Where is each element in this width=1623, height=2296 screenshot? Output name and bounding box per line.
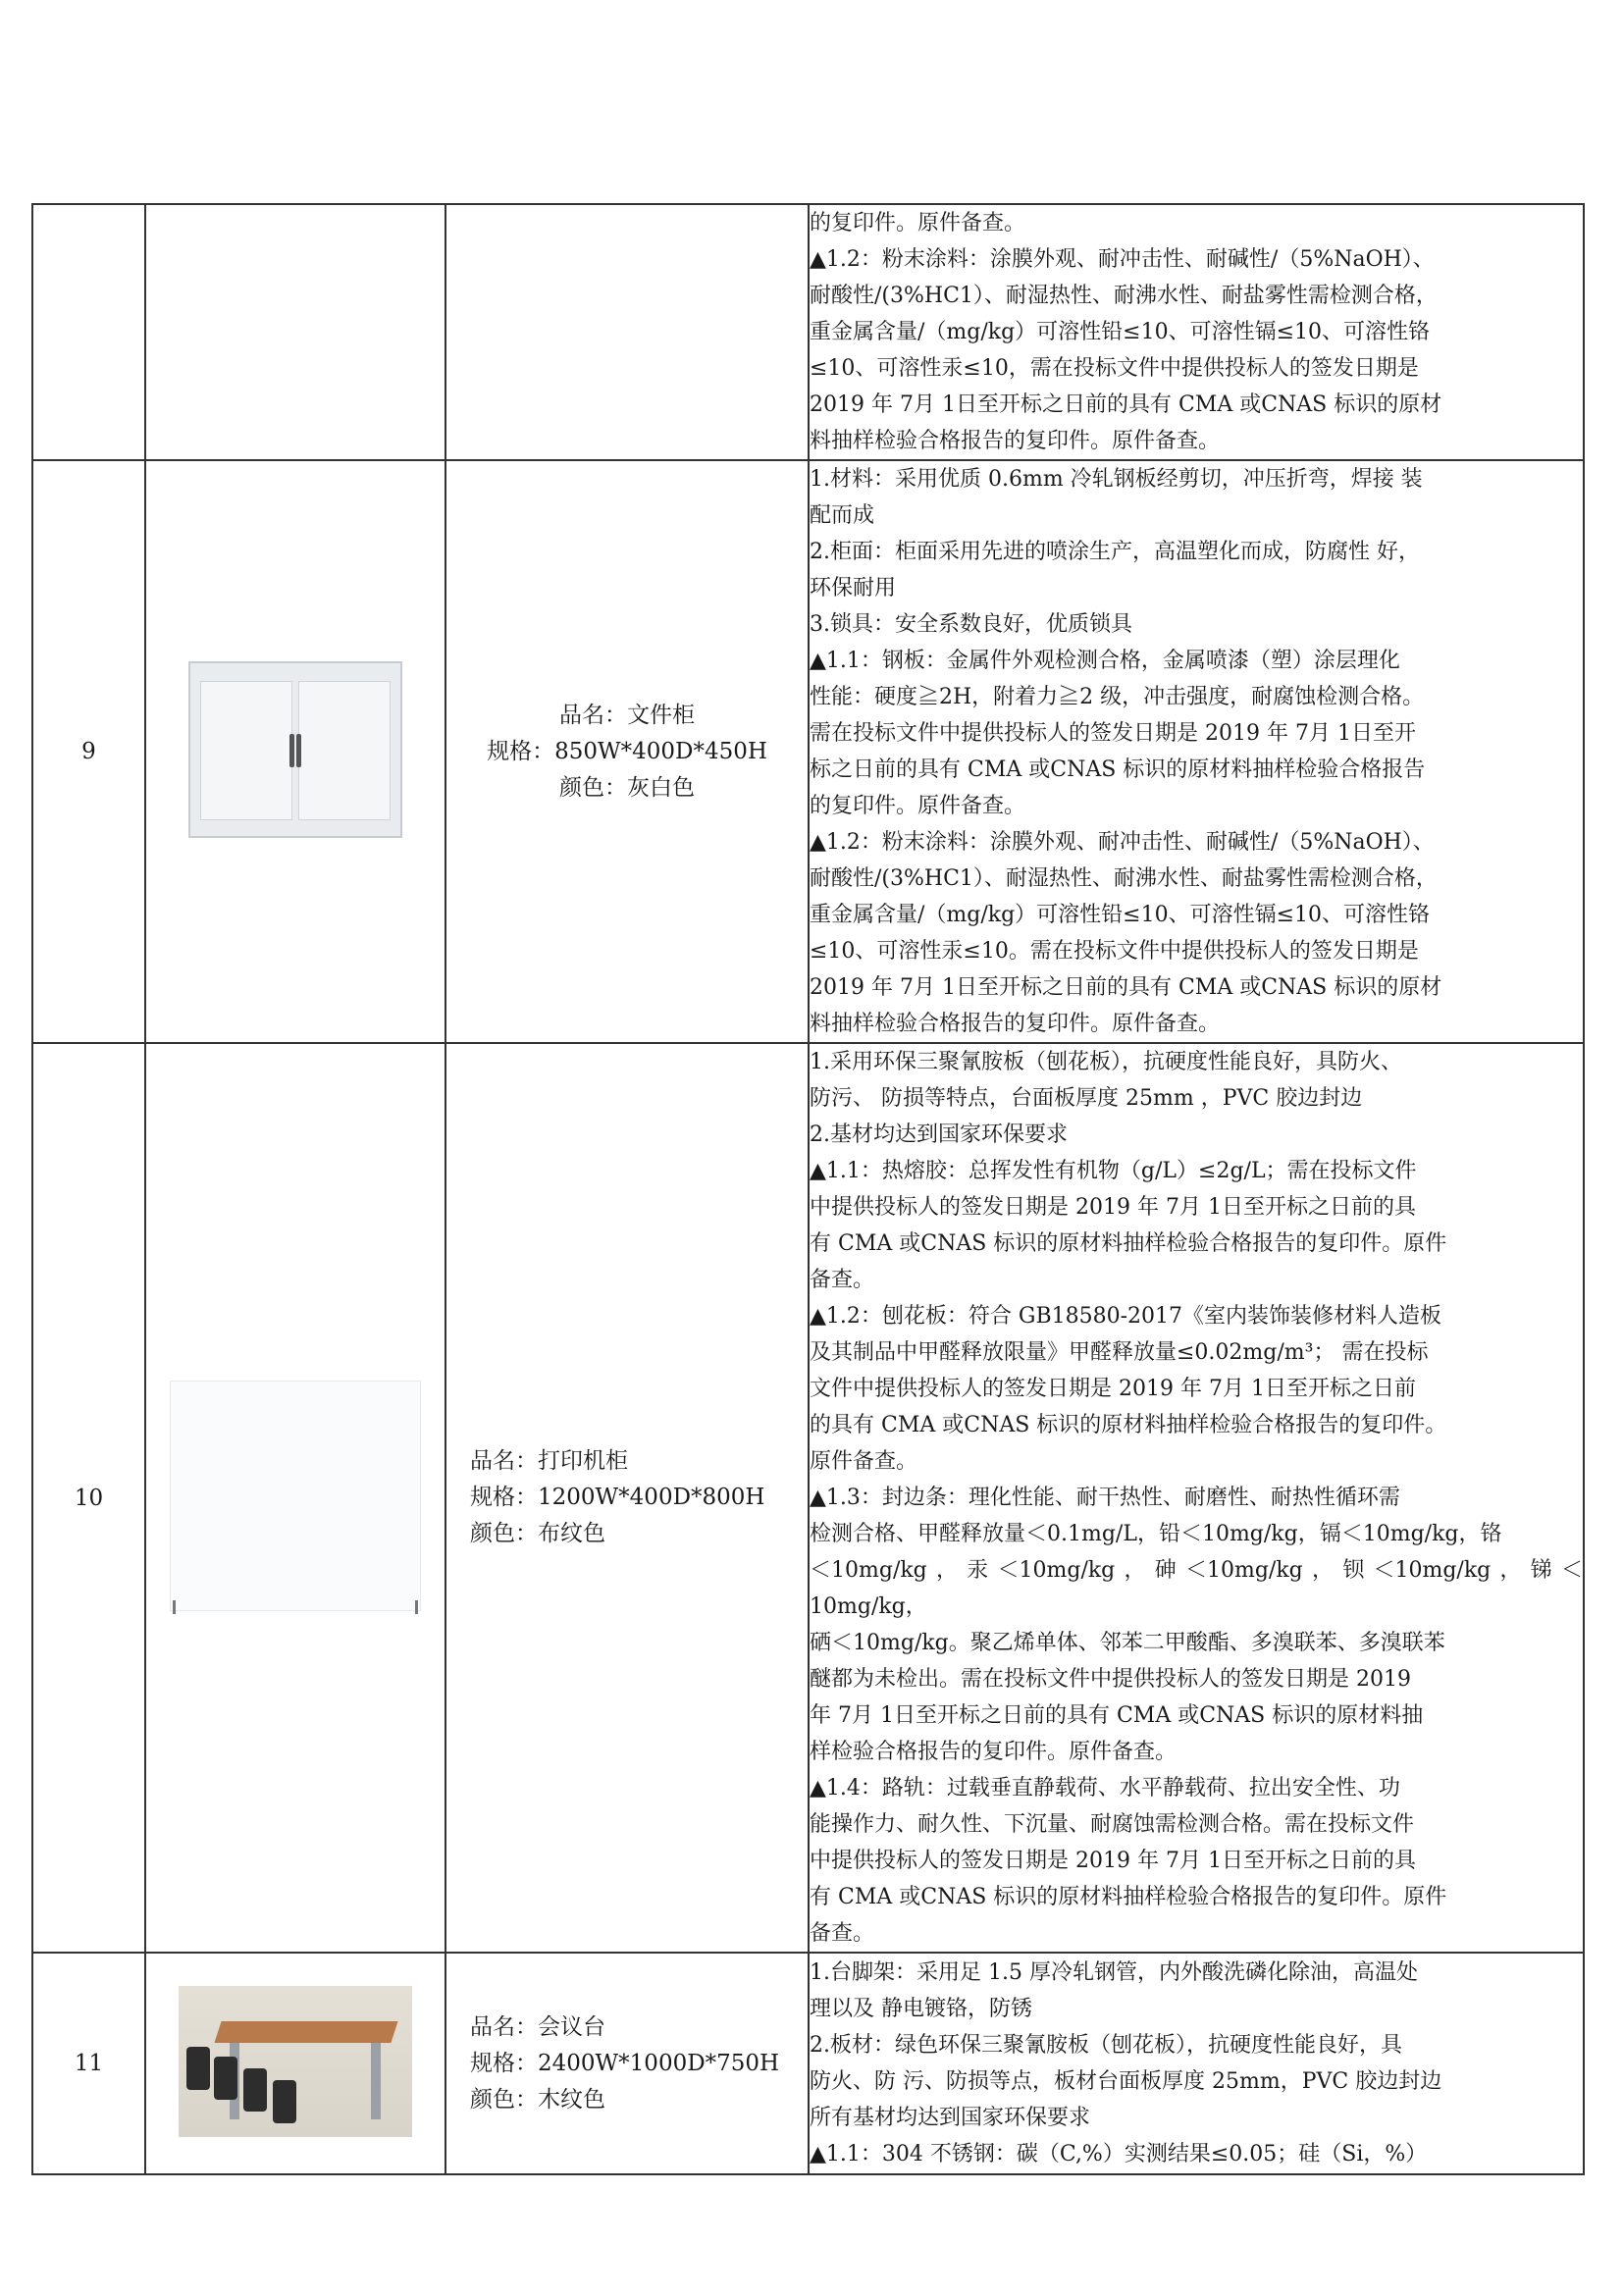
desc-line: 耐酸性/(3%HC1）、耐湿热性、耐沸水性、耐盐雾性需检测合格， <box>810 284 1438 308</box>
row-number: 10 <box>32 1043 145 1953</box>
table-row <box>32 1953 1584 2174</box>
desc-line: 及其制品中甲醛释放限量》甲醛释放量≤0.02mg/m³； 需在投标 <box>810 1340 1429 1365</box>
desc-line: 重金属含量/（mg/kg）可溶性铅≤10、可溶性镉≤10、可溶性铬 <box>810 903 1431 927</box>
desc-line: 料抽样检验合格报告的复印件。原件备查。 <box>810 429 1221 453</box>
product-color: 颜色：布纹色 <box>470 1521 605 1546</box>
desc-line: ≤10、可溶性汞≤10，需在投标文件中提供投标人的签发日期是 <box>810 356 1419 381</box>
desc-line: ▲1.4：路轨：过载垂直静载荷、水平静载荷、拉出安全性、功 <box>810 1776 1400 1800</box>
description-cell <box>809 1953 1584 2174</box>
file-cabinet-photo-icon <box>188 661 402 838</box>
product-name: 品名：文件柜 <box>559 702 695 728</box>
description-cell <box>809 204 1584 460</box>
product-color: 颜色：灰白色 <box>559 774 695 801</box>
row-number: 9 <box>32 460 145 1043</box>
image-cell <box>145 204 445 460</box>
name-cell <box>445 460 809 1043</box>
table-row <box>32 1043 1584 1953</box>
product-spec: 规格：850W*400D*450H <box>487 738 767 764</box>
image-cell <box>145 1953 445 2174</box>
desc-line: 中提供投标人的签发日期是 2019 年 7月 1日至开标之日前的具 <box>810 1849 1416 1873</box>
desc-line: 2.基材均达到国家环保要求 <box>810 1122 1068 1147</box>
desc-line: ▲1.2：粉末涂料：涂膜外观、耐冲击性、耐碱性/（5%NaOH）、 <box>810 247 1435 272</box>
desc-line: ▲1.2：刨花板：符合 GB18580-2017《室内装饰装修材料人造板 <box>810 1304 1442 1329</box>
desc-line: 中提供投标人的签发日期是 2019 年 7月 1日至开标之日前的具 <box>810 1195 1416 1220</box>
desc-line: 2019 年 7月 1日至开标之日前的具有 CMA 或CNAS 标识的原材 <box>810 392 1442 417</box>
product-name: 品名：打印机柜 <box>470 1448 628 1474</box>
desc-line: 的复印件。原件备查。 <box>810 211 1026 235</box>
desc-line: 环保耐用 <box>810 576 897 600</box>
desc-line: 的具有 CMA 或CNAS 标识的原材料抽样检验合格报告的复印件。 <box>810 1413 1447 1437</box>
row-number: 11 <box>32 1953 145 2174</box>
desc-line: 文件中提供投标人的签发日期是 2019 年 7月 1日至开标之日前 <box>810 1377 1416 1401</box>
desc-line: ▲1.1：钢板：金属件外观检测合格，金属喷漆（塑）涂层理化 <box>810 649 1400 673</box>
desc-line: ＜10mg/kg，汞＜10mg/kg，砷＜10mg/kg，钡＜10mg/kg，锑＜10mg/kg， <box>810 1558 1583 1619</box>
desc-line: ▲1.1：热熔胶：总挥发性有机物（g/L）≤2g/L；需在投标文件 <box>810 1159 1417 1183</box>
desc-line: 1.采用环保三聚氰胺板（刨花板），抗硬度性能良好，具防火、 <box>810 1050 1402 1074</box>
desc-line: ▲1.3：封边条：理化性能、耐干热性、耐磨性、耐热性循环需 <box>810 1486 1400 1510</box>
desc-line: 3.锁具：安全系数良好，优质锁具 <box>810 612 1132 637</box>
desc-line: 防污、 防损等特点，台面板厚度 25mm ，PVC 胶边封边 <box>810 1086 1363 1111</box>
image-cell <box>145 460 445 1043</box>
desc-line: 硒＜10mg/kg。聚乙烯单体、邻苯二甲酸酯、多溴联苯、多溴联苯 <box>810 1631 1445 1655</box>
desc-line: 性能：硬度≧2H，附着力≧2 级，冲击强度，耐腐蚀检测合格。 <box>810 685 1425 709</box>
desc-line: 标之日前的具有 CMA 或CNAS 标识的原材料抽样检验合格报告 <box>810 757 1426 782</box>
desc-line: 原件备查。 <box>810 1449 918 1474</box>
name-cell <box>445 1043 809 1953</box>
desc-line: 所有基材均达到国家环保要求 <box>810 2106 1091 2130</box>
table-row <box>32 204 1584 460</box>
desc-line: 有 CMA 或CNAS 标识的原材料抽样检验合格报告的复印件。原件 <box>810 1885 1447 1909</box>
desc-line: 有 CMA 或CNAS 标识的原材料抽样检验合格报告的复印件。原件 <box>810 1231 1447 1256</box>
description-cell <box>809 460 1584 1043</box>
desc-line: 年 7月 1日至开标之日前的具有 CMA 或CNAS 标识的原材料抽 <box>810 1703 1424 1728</box>
product-spec: 规格：1200W*400D*800H <box>470 1485 765 1510</box>
desc-line: 理以及 静电镀铬，防锈 <box>810 1997 1032 2021</box>
row-number-cell <box>32 204 145 460</box>
desc-line: 重金属含量/（mg/kg）可溶性铅≤10、可溶性镉≤10、可溶性铬 <box>810 320 1431 344</box>
desc-line: 配而成 <box>810 503 875 528</box>
desc-line: 样检验合格报告的复印件。原件备查。 <box>810 1740 1178 1764</box>
product-color: 颜色：木纹色 <box>470 2086 605 2113</box>
desc-line: 1.材料：采用优质 0.6mm 冷轧钢板经剪切，冲压折弯，焊接 装 <box>810 467 1423 492</box>
table-row <box>32 460 1584 1043</box>
name-cell <box>445 204 809 460</box>
desc-line: 检测合格、甲醛释放量＜0.1mg/L，铅＜10mg/kg，镉＜10mg/kg，铬 <box>810 1522 1502 1546</box>
desc-line: ▲1.2：粉末涂料：涂膜外观、耐冲击性、耐碱性/（5%NaOH）、 <box>810 830 1435 855</box>
desc-line: 料抽样检验合格报告的复印件。原件备查。 <box>810 1012 1221 1036</box>
product-name: 品名：会议台 <box>470 2013 605 2040</box>
desc-line: 2019 年 7月 1日至开标之日前的具有 CMA 或CNAS 标识的原材 <box>810 975 1442 1000</box>
product-spec: 规格：2400W*1000D*750H <box>470 2050 780 2076</box>
desc-line: 醚都为未检出。需在投标文件中提供投标人的签发日期是 2019 <box>810 1667 1411 1692</box>
desc-line: 耐酸性/(3%HC1）、耐湿热性、耐沸水性、耐盐雾性需检测合格， <box>810 866 1438 891</box>
desc-line: ▲1.1：304 不锈钢：碳（C,%）实测结果≤0.05；硅（Si，%） <box>810 2142 1428 2166</box>
desc-line: 能操作力、耐久性、下沉量、耐腐蚀需检测合格。需在投标文件 <box>810 1812 1415 1837</box>
desc-line: 2.柜面：柜面采用先进的喷涂生产，高温塑化而成，防腐性 好， <box>810 540 1420 564</box>
conference-table-photo-icon <box>179 1986 412 2137</box>
desc-line: 防火、防 污、防损等点，板材台面板厚度 25mm，PVC 胶边封边 <box>810 2069 1442 2094</box>
image-cell <box>145 1043 445 1953</box>
spec-table <box>31 203 1585 2175</box>
desc-line: 需在投标文件中提供投标人的签发日期是 2019 年 7月 1日至开 <box>810 721 1416 746</box>
printer-cabinet-photo-icon <box>170 1381 421 1611</box>
desc-line: 的复印件。原件备查。 <box>810 794 1026 818</box>
desc-line: 2.板材：绿色环保三聚氰胺板（刨花板），抗硬度性能良好，具 <box>810 2033 1402 2058</box>
desc-line: 1.台脚架：采用足 1.5 厚冷轧钢管，内外酸洗磷化除油，高温处 <box>810 1960 1418 1985</box>
desc-line: ≤10、可溶性汞≤10。需在投标文件中提供投标人的签发日期是 <box>810 939 1419 964</box>
desc-line: 备查。 <box>810 1921 875 1946</box>
description-cell <box>809 1043 1584 1953</box>
desc-line: 备查。 <box>810 1268 875 1292</box>
name-cell <box>445 1953 809 2174</box>
